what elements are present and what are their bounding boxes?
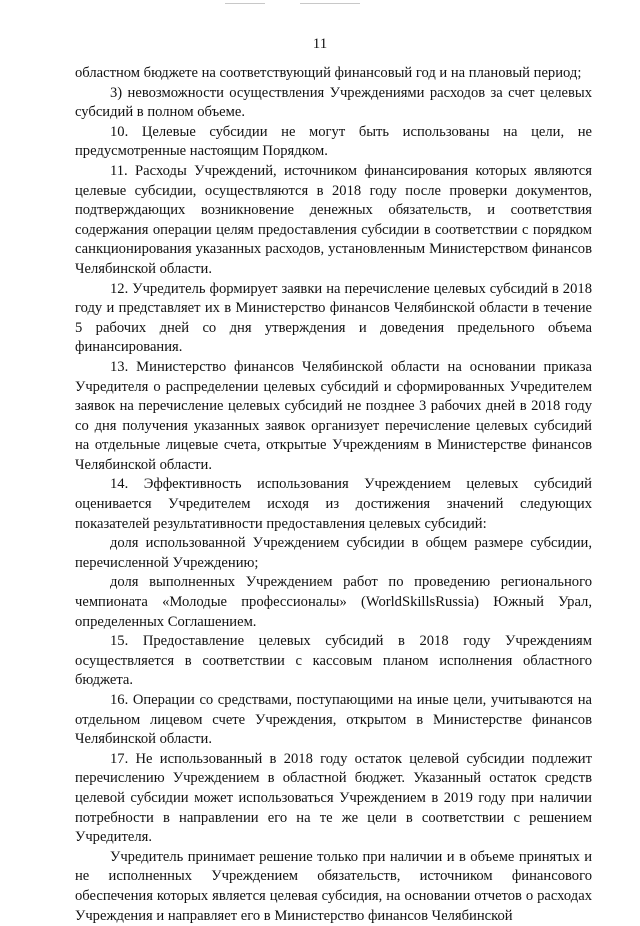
paragraph: 14. Эффективность использования Учреждением целевых субсидий оценивается Учредителем исходя из достижения значений следующих показателей результативности предоставления целевых субсидий: [75, 476, 592, 532]
paragraph: областном бюджете на соответствующий финансовый год и на плановый период; [75, 65, 582, 81]
paragraph: доля использованной Учреждением субсидии в общем размере субсидии, перечисленной Учреждению; [75, 535, 592, 571]
paragraph: 15. Предоставление целевых субсидий в 2018 году Учреждениям осуществляется в соответствии с кассовым планом исполнения областного бюджета. [75, 633, 592, 689]
paragraph: 13. Министерство финансов Челябинской области на основании приказа Учредителя о распределении целевых субсидий и сформированных Учредителем заявок на перечисление целевых субсидий не позднее 3 рабочих дней в 2018 году со дня получения указанных заявок организует перечисление целевых субсидий на отдельные лицевые счета, открытые Учреждениям в Министерстве финансов Челябинской области. [75, 358, 592, 473]
paragraph: доля выполненных Учреждением работ по проведению регионального чемпионата «Молодые профессионалы» (WorldSkillsRussia) Южный Урал, определенных Соглашением. [75, 574, 592, 630]
paragraph: 16. Операции со средствами, поступающими на иные цели, учитываются на отдельном лицевом счете Учреждения, открытом в Министерстве финансов Челябинской области. [75, 692, 592, 748]
paragraph: 10. Целевые субсидии не могут быть использованы на цели, не предусмотренные настоящим Порядком. [75, 123, 592, 160]
paragraph: 3) невозможности осуществления Учреждениями расходов за счет целевых субсидий в полном объеме. [75, 84, 592, 121]
document-body [75, 64, 592, 926]
page-number: 11 [312, 36, 328, 52]
scan-artifact [225, 3, 265, 4]
paragraph: 11. Расходы Учреждений, источником финансирования которых являются целевые субсидии, осуществляются в 2018 году после проверки документов, подтверждающих возникновение денежных обязательств, и соответствия содержания операции целям предоставления субсидии в соответствии с порядком санкционирования указанных расходов, установленным Министерством финансов Челябинской области. [75, 162, 592, 277]
paragraph: Учредитель принимает решение только при наличии и в объеме принятых и не исполненных Учреждением обязательств, источником финансового обеспечения которых является целевая субсидия, на основании отчетов о расходах Учреждения и направляет его в Министерство финансов Челябинской [75, 848, 592, 924]
scan-artifact [300, 3, 360, 4]
paragraph: 17. Не использованный в 2018 году остаток целевой субсидии подлежит перечислению Учреждением в областной бюджет. Указанный остаток средств целевой субсидии может использоваться Учреждением в 2019 году при наличии потребности в направлении его на те же цели в соответствии с решением Учредителя. [75, 750, 592, 846]
paragraph: 12. Учредитель формирует заявки на перечисление целевых субсидий в 2018 году и представляет их в Министерство финансов Челябинской области в течение 5 рабочих дней со дня утверждения и доведения предельного объема финансирования. [75, 280, 592, 356]
